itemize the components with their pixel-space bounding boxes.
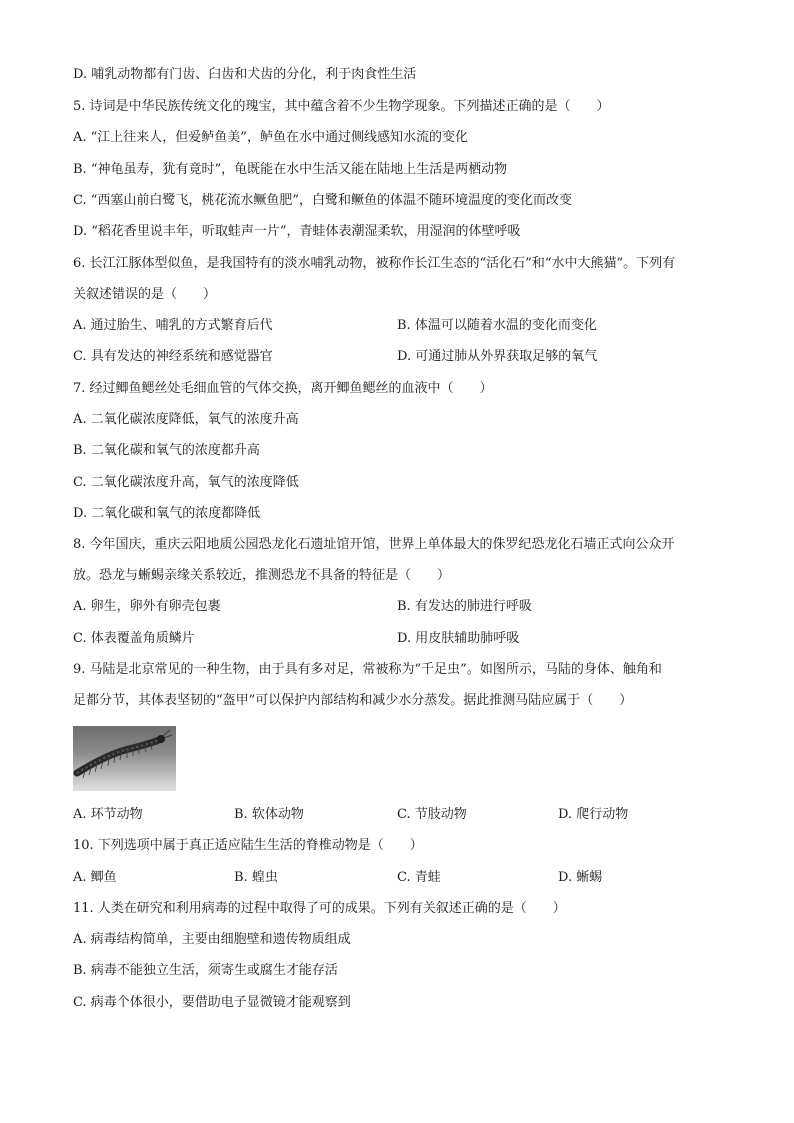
q8-option-c: C. 体表覆盖角质鳞片 [73,631,195,646]
q7-stem: 7. 经过鲫鱼鳃丝处毛细血管的气体交换，离开鲫鱼鳃丝的血液中（ ） [73,381,493,396]
q11-option-c: C. 病毒个体很小，要借助电子显微镜才能观察到 [73,995,351,1010]
q9-stem-line1: 9. 马陆是北京常见的一种生物，由于具有多对足，常被称为“千足虫”。如图所示，马陆的身体、触角和 [73,662,662,677]
q9-option-a: A. 环节动物 [73,807,143,822]
q8-stem-line1: 8. 今年国庆，重庆云阳地质公园恐龙化石遗址馆开馆，世界上单体最大的侏罗纪恐龙化石墙正式向公众开 [73,537,675,552]
q6-option-d: D. 可通过肺从外界获取足够的氧气 [397,349,598,364]
q5-stem: 5. 诗词是中华民族传统文化的瑰宝，其中蕴含着不少生物学现象。下列描述正确的是（ ） [73,99,610,114]
q5-option-b: B. “神龟虽寿，犹有竟时”，龟既能在水中生活又能在陆地上生活是两栖动物 [73,162,508,177]
q7-option-a: A. 二氧化碳浓度降低，氧气的浓度升高 [73,412,299,427]
q7-option-b: B. 二氧化碳和氧气的浓度都升高 [73,443,260,458]
q10-option-c: C. 青蛙 [397,870,441,885]
q5-option-d: D. “稻花香里说丰年，听取蛙声一片”，青蛙体表潮湿柔软，用湿润的体壁呼吸 [73,224,521,239]
q9-option-b: B. 软体动物 [234,807,304,822]
q10-stem: 10. 下列选项中属于真正适应陆生生活的脊椎动物是（ ） [73,838,423,853]
q11-option-a: A. 病毒结构简单，主要由细胞壁和遗传物质组成 [73,932,351,947]
q6-option-b: B. 体温可以随着水温的变化而变化 [397,318,597,333]
q8-option-b: B. 有发达的肺进行呼吸 [397,599,532,614]
q8-option-a: A. 卵生，卵外有卵壳包裹 [73,599,221,614]
q6-stem-line2: 关叙述错误的是（ ） [73,287,217,302]
q7-option-d: D. 二氧化碳和氧气的浓度都降低 [73,506,261,521]
q4-option-d: D. 哺乳动物都有门齿、臼齿和犬齿的分化，利于肉食性生活 [73,67,417,82]
q6-option-c: C. 具有发达的神经系统和感觉器官 [73,349,273,364]
q6-stem-line1: 6. 长江江豚体型似鱼，是我国特有的淡水哺乳动物，被称作长江生态的“活化石”和“水中大熊猫”。下列有 [73,256,676,271]
millipede-illustration [73,726,176,791]
millipede-photo [73,726,176,791]
q6-option-a: A. 通过胎生、哺乳的方式繁育后代 [73,318,273,333]
q10-option-b: B. 蝗虫 [234,870,278,885]
q11-stem: 11. 人类在研究和利用病毒的过程中取得了可的成果。下列有关叙述正确的是（ ） [73,901,566,916]
q5-option-a: A. “江上往来人，但爱鲈鱼美”，鲈鱼在水中通过侧线感知水流的变化 [73,130,468,145]
q10-option-a: A. 鲫鱼 [73,870,117,885]
q9-option-d: D. 爬行动物 [558,807,629,822]
q11-option-b: B. 病毒不能独立生活，须寄生或腐生才能存活 [73,963,338,978]
q7-option-c: C. 二氧化碳浓度升高，氧气的浓度降低 [73,475,299,490]
q9-stem-line2: 足都分节，其体表坚韧的“盔甲”可以保护内部结构和减少水分蒸发。据此推测马陆应属于（ ） [73,693,633,708]
q8-option-d: D. 用皮肤辅助肺呼吸 [397,631,520,646]
q10-option-d: D. 蜥蜴 [558,870,603,885]
q8-stem-line2: 放。恐龙与蜥蜴亲缘关系较近，推测恐龙不具备的特征是（ ） [73,568,451,583]
q9-option-c: C. 节肢动物 [397,807,467,822]
q5-option-c: C. “西塞山前白鹭飞，桃花流水鳜鱼肥”，白鹭和鳜鱼的体温不随环境温度的变化而改变 [73,193,573,208]
